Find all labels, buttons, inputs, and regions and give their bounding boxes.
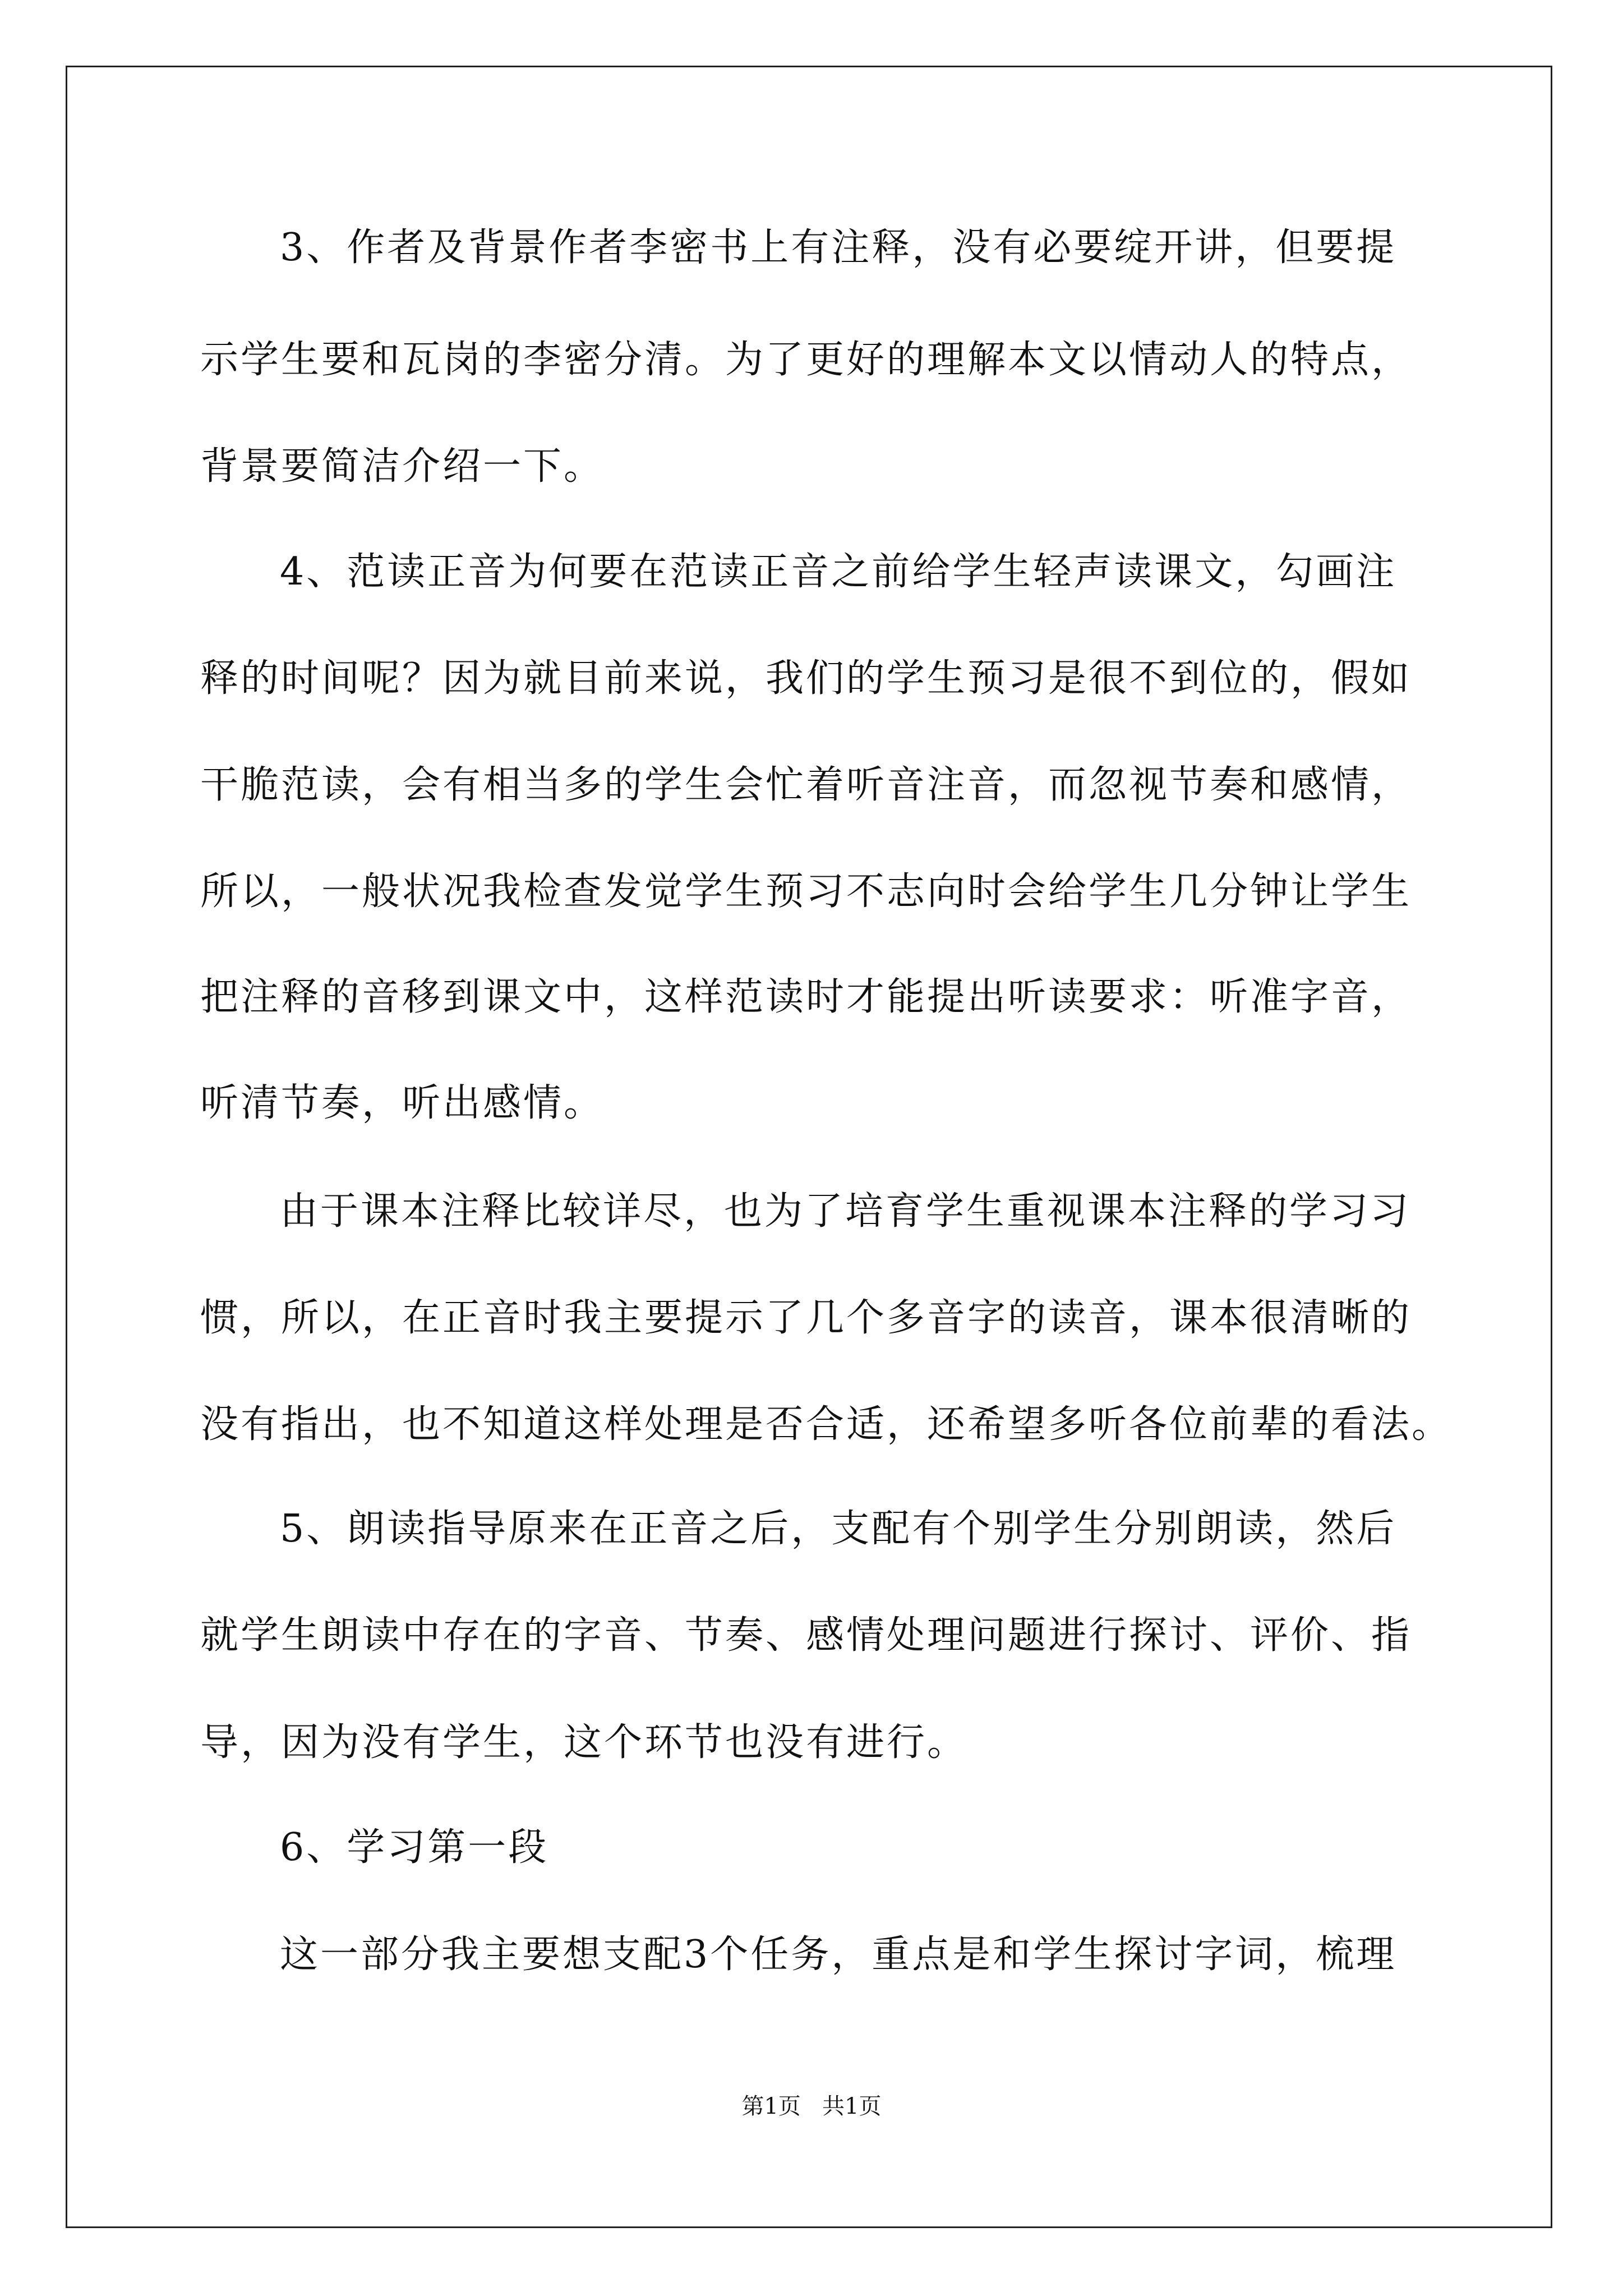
paragraph-line: 这一部分我主要想支配3个任务，重点是和学生探讨字词，梳理 [280,1932,1397,1977]
paragraph-line: 5、朗读指导原来在正音之后，支配有个别学生分别朗读，然后 [280,1507,1397,1551]
paragraph-line: 3、作者及背景作者李密书上有注释，没有必要绽开讲，但要提 [280,226,1397,270]
paragraph-line: 4、范读正音为何要在范读正音之前给学生轻声读课文，勾画注 [280,550,1397,594]
paragraph-line: 由于课本注释比较详尽，也为了培育学生重视课本注释的学习习 [280,1189,1411,1234]
paragraph-line: 释的时间呢？因为就目前来说，我们的学生预习是很不到位的，假如 [200,656,1412,701]
paragraph-line: 所以，一般状况我检查发觉学生预习不志向时会给学生几分钟让学生 [200,869,1412,914]
paragraph-line: 导，因为没有学生，这个环节也没有进行。 [200,1720,968,1765]
paragraph-line: 听清节奏，听出感情。 [200,1081,605,1125]
paragraph-line: 背景要简洁介绍一下。 [200,444,605,489]
paragraph-line: 就学生朗读中存在的字音、节奏、感情处理问题进行探讨、评价、指 [200,1613,1412,1658]
paragraph-line: 示学生要和瓦岗的李密分清。为了更好的理解本文以情动人的特点， [200,338,1412,382]
paragraph-line: 干脆范读，会有相当多的学生会忙着听音注音，而忽视节奏和感情， [200,763,1412,807]
section-heading: 6、学习第一段 [280,1825,549,1870]
page-border [66,66,1552,2228]
paragraph-line: 没有指出，也不知道这样处理是否合适，还希望多听各位前辈的看法。 [200,1402,1453,1447]
page-number: 第1页 共1页 [741,2093,882,2119]
paragraph-line: 把注释的音移到课文中，这样范读时才能提出听读要求：听准字音， [200,975,1412,1019]
paragraph-line: 惯，所以，在正音时我主要提示了几个多音字的读音，课本很清晰的 [200,1296,1412,1340]
